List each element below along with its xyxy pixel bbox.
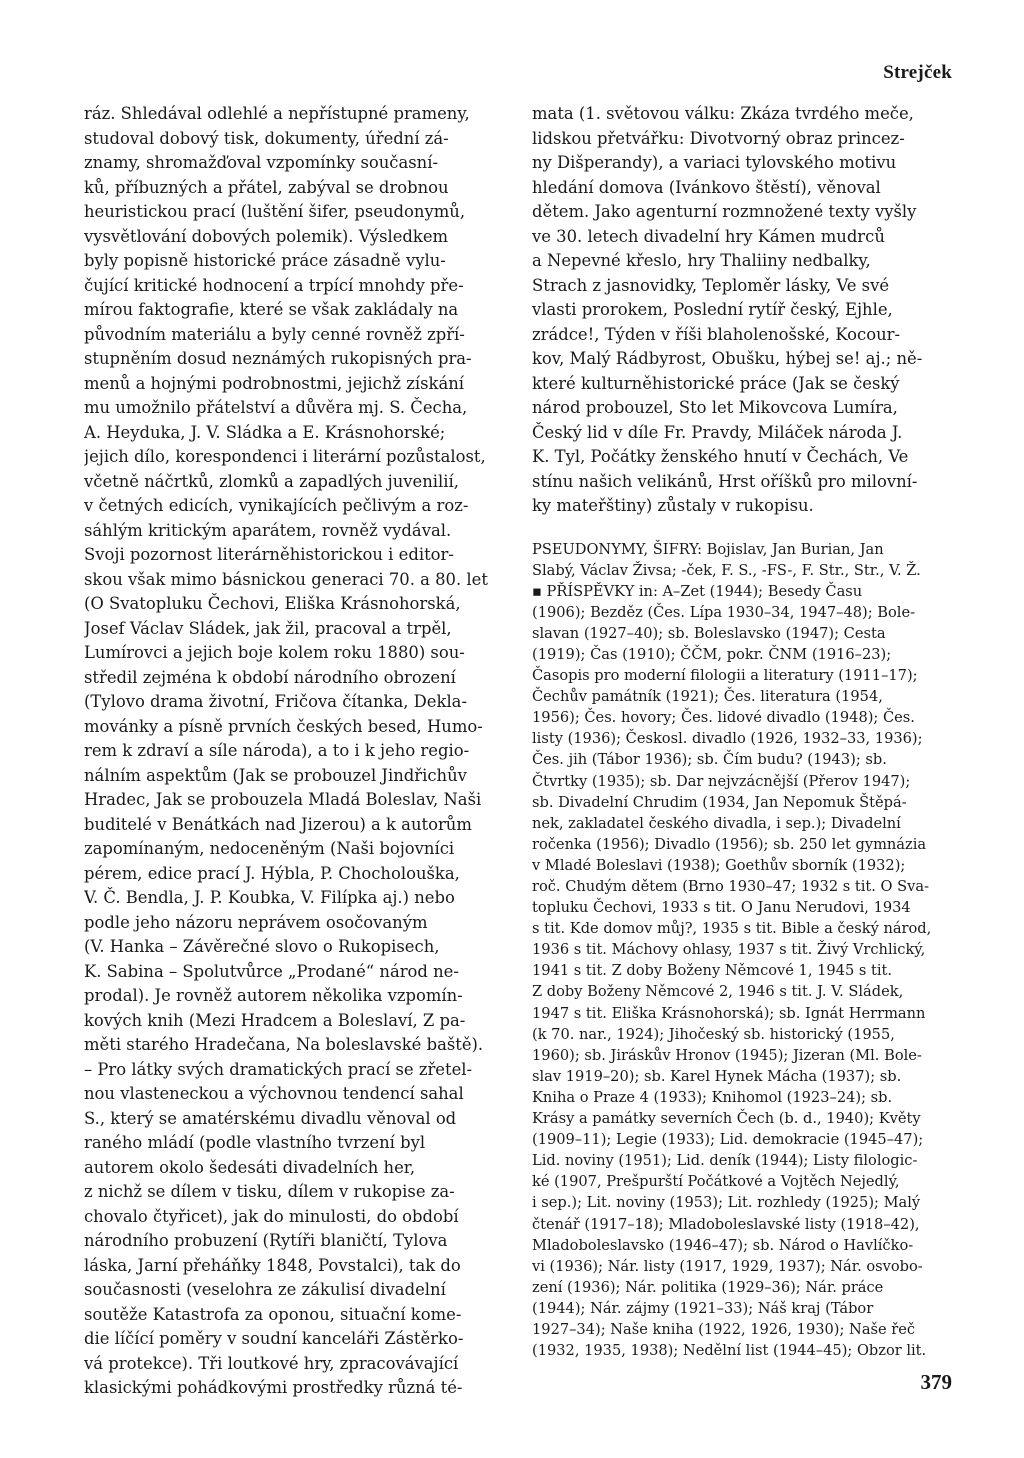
text-line: nek, zakladatel českého divadla, i sep.); Divadelní bbox=[532, 814, 901, 832]
text-line: vysvětlování dobových polemik). Výsledkem bbox=[84, 226, 449, 246]
text-line: roč. Chudým dětem (Brno 1930–47; 1932 s tit. O Sva- bbox=[532, 878, 930, 895]
text-line: kových knih (Mezi Hradcem a Boleslaví, Z pa- bbox=[84, 1010, 466, 1030]
text-line: skou však mimo básnickou generaci 70. a 80. let bbox=[84, 569, 488, 589]
text-line: současnosti (veselohra ze zákulisí divadelní bbox=[84, 1280, 446, 1299]
text-line: měti starého Hradečana, Na boleslavské baště). bbox=[84, 1035, 484, 1054]
text-line: původním materiálu a byly cenné rovněž zpří- bbox=[84, 324, 465, 344]
text-line: které kulturněhistorické práce (Jak se český bbox=[532, 373, 900, 393]
text-line: Kniha o Praze 4 (1933); Knihomol (1923–24); sb. bbox=[532, 1088, 893, 1106]
text-line: menů a hojnými podrobnostmi, jejichž získání bbox=[84, 373, 465, 393]
text-line: slavan (1927–40); sb. Boleslavsko (1947); Cesta bbox=[532, 624, 886, 642]
text-line: zení (1936); Nár. politika (1929–36); Nár. práce bbox=[532, 1278, 884, 1296]
text-line: ráz. Shledával odlehlé a nepřístupné prameny, bbox=[84, 104, 470, 123]
text-line: ků, příbuzných a přátel, zabýval se drobnou bbox=[84, 177, 449, 197]
text-line: Čes. jih (Tábor 1936); sb. Čím budu? (1943); sb. bbox=[532, 751, 887, 769]
text-line: movánky a písně prvních českých besed, Humo- bbox=[84, 716, 483, 736]
text-line: Svoji pozornost literárněhistorickou i editor- bbox=[84, 545, 454, 564]
text-line: sb. Divadelní Chrudim (1934, Jan Nepomuk Štěpá- bbox=[532, 793, 907, 811]
text-line: (k 70. nar., 1924); Jihočeský sb. historický (1955, bbox=[532, 1025, 895, 1043]
text-line: stupněním dosud neznámých rukopisných pra- bbox=[84, 349, 472, 368]
text-line: podle jeho názoru neprávem osočovaným bbox=[84, 912, 428, 932]
text-line: z nichž se dílem v tisku, dílem v rukopise za- bbox=[84, 1182, 455, 1201]
text-line: ročenka (1956); Divadlo (1956); sb. 250 let gymnázia bbox=[532, 835, 927, 853]
text-line: (1919); Čas (1910); ČČM, pokr. ČNM (1916–23); bbox=[532, 645, 892, 663]
text-line: A. Heyduka, J. V. Sládka a E. Krásnohorské; bbox=[84, 422, 446, 442]
text-line: ky mateřštiny) zůstaly v rukopisu. bbox=[532, 496, 814, 515]
text-line: 1941 s tit. Z doby Boženy Němcové 1, 1945 s tit. bbox=[532, 962, 893, 980]
left-column bbox=[84, 102, 506, 1401]
text-line: (O Svatopluku Čechovi, Eliška Krásnohorská, bbox=[84, 594, 461, 613]
text-line: v četných edicích, vynikajících pečlivým a roz- bbox=[84, 496, 469, 515]
text-line: autorem okolo šedesáti divadelních her, bbox=[84, 1157, 416, 1177]
text-line: topluku Čechovi, 1933 s tit. O Janu Nerudovi, 1934 bbox=[532, 899, 911, 917]
text-line: die líčící poměry v soudní kanceláři Zástěrko- bbox=[84, 1329, 464, 1348]
text-line: Strach z jasnovidky, Teploměr lásky, Ve své bbox=[532, 275, 890, 295]
text-line: hledání domova (Ivánkovo štěstí), věnoval bbox=[532, 177, 881, 197]
text-line: láska, Jarní přeháňky 1848, Povstalci), tak do bbox=[84, 1255, 461, 1275]
text-line: Mladoboleslavsko (1946–47); sb. Národ o Havlíčko- bbox=[532, 1236, 914, 1254]
text-line: zapomínaným, nedoceněným (Naši bojovníci bbox=[84, 839, 455, 858]
text-line: čtenář (1917–18); Mladoboleslavské listy (1918–42), bbox=[532, 1215, 920, 1233]
text-line: buditelé v Benátkách nad Jizerou) a k autorům bbox=[84, 814, 472, 834]
text-line: slav 1919–20); sb. Karel Hynek Mácha (1937); sb. bbox=[532, 1067, 902, 1085]
text-line: 1947 s tit. Eliška Krásnohorská); sb. Ignát Herrmann bbox=[532, 1004, 926, 1022]
text-line: vá protekce). Tři loutkové hry, zpracovávající bbox=[84, 1353, 459, 1373]
text-line: studoval dobový tisk, dokumenty, úřední zá- bbox=[84, 128, 449, 148]
text-line: čující kritické hodnocení a trpící mnohdy pře- bbox=[84, 275, 464, 295]
text-line: dětem. Jako agenturní rozmnožené texty vyšly bbox=[532, 202, 917, 221]
text-line: rem k zdraví a síle národa), a to i k jeho regio- bbox=[84, 741, 470, 760]
text-line: zrádce!, Týden v říši blaholenošské, Kocour- bbox=[532, 324, 901, 344]
text-line: K. Sabina – Spolutvůrce „Prodané“ národ ne- bbox=[84, 961, 459, 981]
text-line: mírou faktografie, které se však zakládaly na bbox=[84, 300, 459, 319]
right-column bbox=[532, 102, 954, 1361]
text-line: heuristickou prací (luštění šifer, pseudonymů, bbox=[84, 202, 466, 221]
text-line: S., který se amatérskému divadlu věnoval od bbox=[84, 1108, 457, 1128]
text-line: (V. Hanka – Závěrečné slovo o Rukopisech, bbox=[84, 937, 440, 956]
right-column-body bbox=[532, 102, 954, 519]
text-line: znamy, shromažďoval vzpomínky současní- bbox=[84, 153, 439, 172]
text-line: raného mládí (podle vlastního tvrzení byl bbox=[84, 1133, 426, 1152]
text-line: Hradec, Jak se probouzela Mladá Boleslav, Naši bbox=[84, 790, 482, 809]
text-line: V. Č. Bendla, J. P. Koubka, V. Filípka aj.) nebo bbox=[84, 888, 455, 907]
text-line: Josef Václav Sládek, jak žil, pracoval a trpěl, bbox=[84, 618, 452, 638]
text-line: Čtvrtky (1935); sb. Dar nejvzácnější (Přerov 1947); bbox=[532, 772, 911, 790]
text-line: Z doby Boženy Němcové 2, 1946 s tit. J. V. Sládek, bbox=[532, 983, 904, 1001]
text-line: i sep.); Lit. noviny (1953); Lit. rozhledy (1925); Malý bbox=[532, 1194, 921, 1212]
text-line: byly popisně historické práce zásadně vylu- bbox=[84, 251, 446, 270]
text-line: sáhlým kritickým aparátem, rovněž vydával. bbox=[84, 520, 452, 540]
text-line: národ probouzel, Sto let Mikovcova Lumíra, bbox=[532, 398, 898, 417]
page-number: 379 bbox=[920, 1370, 952, 1394]
text-line: soutěže Katastrofa za oponou, situační kome- bbox=[84, 1304, 462, 1324]
text-line: mu umožnilo přátelství a důvěra mj. S. Čecha, bbox=[84, 398, 468, 417]
text-line: nálním aspektům (Jak se probouzel Jindřichův bbox=[84, 765, 467, 785]
text-line: (1932, 1935, 1938); Nedělní list (1944–45); Obzor lit. bbox=[532, 1342, 927, 1360]
text-line: listy (1936); Českosl. divadlo (1926, 1932–33, 1936); bbox=[532, 730, 923, 748]
text-line: Lumírovci a jejich boje kolem roku 1880) sou- bbox=[84, 643, 465, 662]
running-head: Strejček bbox=[883, 62, 952, 83]
text-line: Český lid v díle Fr. Pravdy, Miláček národa J. bbox=[532, 422, 903, 442]
text-line: stínu našich velikánů, Hrst oříšků pro milovní- bbox=[532, 471, 918, 491]
text-line: 1927–34); Naše kniha (1922, 1926, 1930); Naše řeč bbox=[532, 1320, 916, 1338]
text-line: 1956); Čes. hovory; Čes. lidové divadlo (1948); Čes. bbox=[532, 709, 915, 727]
text-line: (Tylovo drama životní, Fričova čítanka, Dekla- bbox=[84, 692, 467, 711]
text-line: lidskou přetvářku: Divotvorný obraz princez- bbox=[532, 128, 905, 148]
text-line: a Nepevné křeslo, hry Thaliiny nedbalky, bbox=[532, 251, 871, 270]
text-line: ny Dišperandy), a variaci tylovského motivu bbox=[532, 153, 897, 172]
text-line: Lid. noviny (1951); Lid. deník (1944); Listy filologic- bbox=[532, 1152, 918, 1170]
text-line: Čechův památník (1921); Čes. literatura (1954, bbox=[532, 688, 883, 706]
text-line: vlasti prorokem, Poslední rytíř český, Ejhle, bbox=[532, 300, 893, 319]
text-line: K. Tyl, Počátky ženského hnutí v Čechách, Ve bbox=[532, 447, 909, 466]
text-line: klasickými pohádkovými prostředky různá té- bbox=[84, 1378, 463, 1397]
bibliography-notes bbox=[532, 539, 954, 1362]
text-line: – Pro látky svých dramatických prací se zřetel- bbox=[84, 1059, 473, 1079]
text-line: 1936 s tit. Máchovy ohlasy, 1937 s tit. Živý Vrchlický, bbox=[532, 941, 926, 959]
text-line: jejich dílo, korespondenci i literární pozůstalost, bbox=[84, 447, 486, 466]
text-line: včetně náčrtků, zlomků a zapadlých juvenilií, bbox=[84, 471, 459, 491]
text-line: v Mladé Boleslavi (1938); Goethův sborník (1932); bbox=[532, 856, 906, 874]
text-line: pérem, edice prací J. Hýbla, P. Chocholouška, bbox=[84, 863, 460, 883]
text-line: kov, Malý Rádbyrost, Obušku, hýbej se! aj.; ně- bbox=[532, 349, 923, 368]
text-line: mata (1. světovou válku: Zkáza tvrdého meče, bbox=[532, 104, 914, 123]
text-line: PSEUDONYMY, ŠIFRY: Bojislav, Jan Burian, Jan bbox=[532, 540, 884, 558]
text-line: ké (1907, Prešpurští Počátkové a Vojtěch Nejedlý, bbox=[532, 1173, 900, 1191]
text-line: národního probuzení (Rytíři blaničtí, Tylova bbox=[84, 1231, 448, 1250]
text-line: Slabý, Václav Živsa; -ček, F. S., -FS-, F. Str., Str., V. Ž. bbox=[532, 561, 921, 579]
text-line: ve 30. letech divadelní hry Kámen mudrců bbox=[532, 226, 885, 246]
text-line: (1944); Nár. zájmy (1921–33); Náš kraj (Tábor bbox=[532, 1299, 874, 1317]
text-line: prodal). Je rovněž autorem několika vzpomín- bbox=[84, 986, 463, 1005]
text-line: (1906); Bezděz (Čes. Lípa 1930–34, 1947–48); Bole- bbox=[532, 603, 916, 621]
text-line: vi (1936); Nár. listy (1917, 1929, 1937); Nár. osvobo- bbox=[532, 1257, 923, 1275]
text-line: nou vlasteneckou a výchovnou tendencí sahal bbox=[84, 1084, 464, 1103]
text-line: chovalo čtyřicet), jak do minulosti, do období bbox=[84, 1206, 459, 1226]
text-line: 1960); sb. Jiráskův Hronov (1945); Jizeran (Ml. Bole- bbox=[532, 1046, 922, 1064]
text-line: Časopis pro moderní filologii a literatury (1911–17); bbox=[532, 667, 918, 685]
text-line: Krásy a památky severních Čech (b. d., 1940); Květy bbox=[532, 1110, 921, 1128]
text-line: s tit. Kde domov můj?, 1935 s tit. Bible a český národ, bbox=[532, 920, 932, 938]
text-line: středil zejména k období národního obrození bbox=[84, 667, 456, 687]
text-line: (1909–11); Legie (1933); Lid. demokracie (1945–47); bbox=[532, 1131, 924, 1149]
text-line: ▪ PŘÍSPĚVKY in: A–Zet (1944); Besedy Času bbox=[532, 582, 863, 600]
